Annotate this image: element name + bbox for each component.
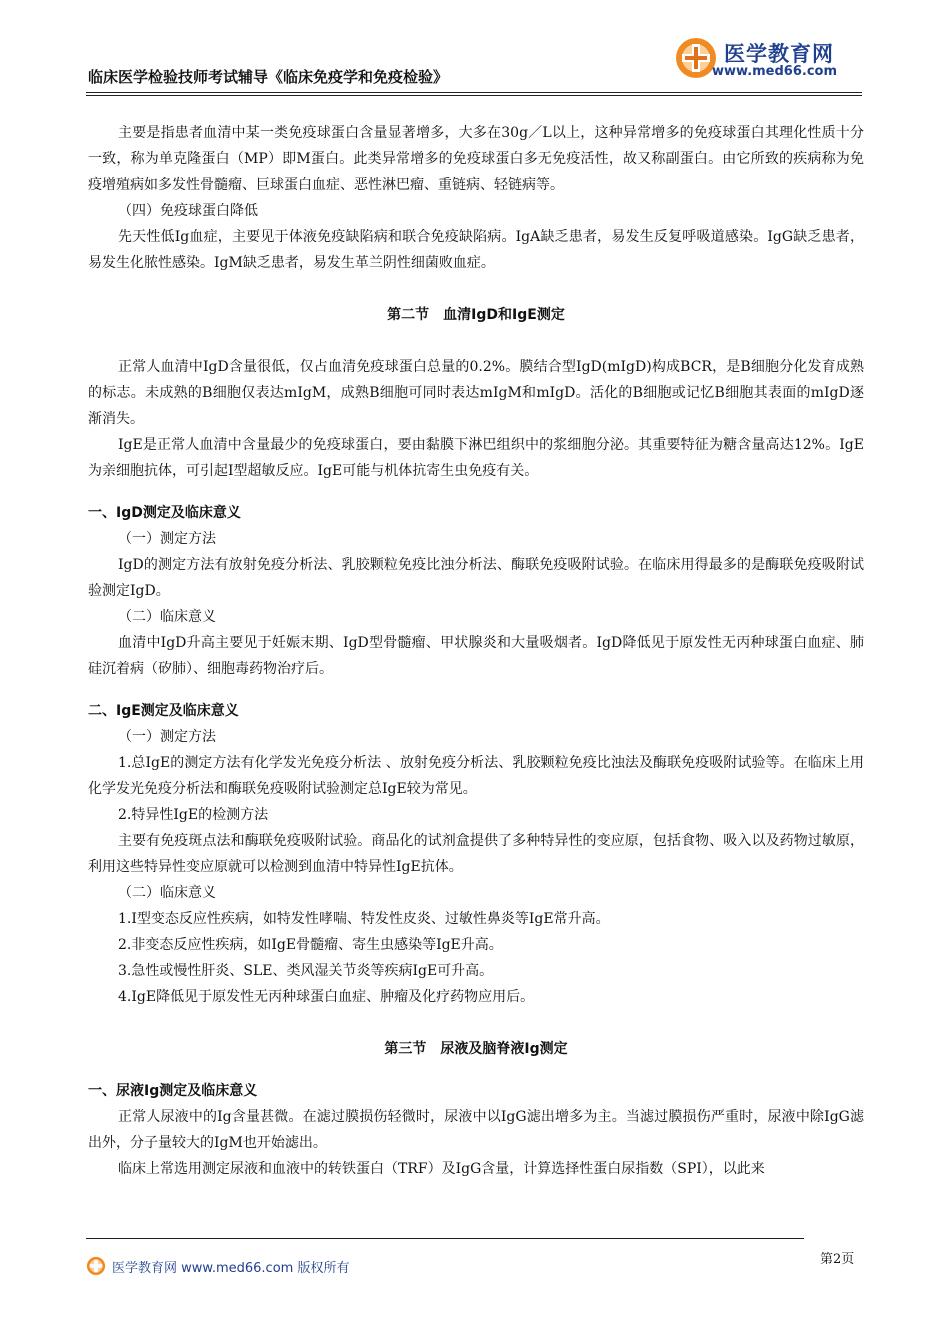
section-title: 第二节 血清IgD和IgE测定 bbox=[387, 307, 565, 323]
header-rule-top bbox=[86, 92, 862, 93]
subheading: （一）测定方法 bbox=[118, 531, 216, 547]
paragraph: IgE是正常人血清中含量最少的免疫球蛋白，要由黏膜下淋巴组织中的浆细胞分泌。其重要特征为糖含量高达12%。IgE为亲细胞抗体，可引起Ⅰ型超敏反应。IgE可能与机体抗寄生虫免疫有关。 bbox=[88, 437, 864, 479]
list-item: 1.Ⅰ型变态反应性疾病，如特发性哮喘、特发性皮炎、过敏性鼻炎等IgE常升高。 bbox=[118, 911, 610, 927]
paragraph: 主要有免疫斑点法和酶联免疫吸附试验。商品化的试剂盒提供了多种特异性的变应原，包括食物、吸入以及药物过敏原，利用这些特异性变应原就可以检测到血清中特异性IgE抗体。 bbox=[88, 833, 864, 875]
logo-name: 医学教育网 bbox=[724, 42, 834, 66]
paragraph: 主要是指患者血清中某一类免疫球蛋白含量显著增多，大多在30g／L以上，这种异常增多的免疫球蛋白其理化性质十分一致，称为单克隆蛋白（MP）即M蛋白。此类异常增多的免疫球蛋白多无免疫活性，故又称副蛋白。由它所致的疾病称为免疫增殖病如多发性骨髓瘤、巨球蛋白血症、恶性淋巴瘤、重链病、轻链病等。 bbox=[88, 125, 864, 193]
site-logo[interactable] bbox=[672, 34, 862, 86]
paragraph: 临床上常选用测定尿液和血液中的转铁蛋白（TRF）及IgG含量，计算选择性蛋白尿指数（SPI），以此来 bbox=[118, 1161, 765, 1177]
document-body bbox=[88, 120, 864, 1182]
paragraph: 2.特异性IgE的检测方法 bbox=[118, 807, 269, 823]
footer-brand[interactable] bbox=[86, 1254, 349, 1278]
footer-rule bbox=[86, 1238, 804, 1239]
heading-igd: 一、IgD测定及临床意义 bbox=[88, 505, 241, 521]
subheading: （二）临床意义 bbox=[118, 885, 216, 901]
paragraph: 1.总IgE的测定方法有化学发光免疫分析法 、放射免疫分析法、乳胶颗粒免疫比浊法及酶联免疫吸附试验等。在临床上用化学发光免疫分析法和酶联免疫吸附试验测定总IgE较为常见。 bbox=[88, 755, 864, 797]
list-item: 2.非变态反应性疾病，如IgE骨髓瘤、寄生虫感染等IgE升高。 bbox=[118, 937, 503, 953]
subheading: （二）临床意义 bbox=[118, 609, 216, 625]
paragraph: 血清中IgD升高主要见于妊娠末期、IgD型骨髓瘤、甲状腺炎和大量吸烟者。IgD降低见于原发性无丙种球蛋白血症、肺硅沉着病（矽肺）、细胞毒药物治疗后。 bbox=[88, 635, 864, 677]
page-number: 第2页 bbox=[820, 1252, 855, 1267]
header-rule-bottom bbox=[86, 95, 862, 96]
cross-circle-icon bbox=[86, 1256, 106, 1276]
paragraph: 先天性低Ig血症，主要见于体液免疫缺陷病和联合免疫缺陷病。IgA缺乏患者，易发生反复呼吸道感染。IgG缺乏患者，易发生化脓性感染。IgM缺乏患者，易发生革兰阴性细菌败血症。 bbox=[88, 229, 864, 271]
paragraph: IgD的测定方法有放射免疫分析法、乳胶颗粒免疫比浊分析法、酶联免疫吸附试验。在临床用得最多的是酶联免疫吸附试验测定IgD。 bbox=[88, 557, 864, 599]
subheading: （四）免疫球蛋白降低 bbox=[118, 203, 258, 219]
heading-urine: 一、尿液Ig测定及临床意义 bbox=[88, 1083, 258, 1099]
list-item: 3.急性或慢性肝炎、SLE、类风湿关节炎等疾病IgE可升高。 bbox=[118, 963, 494, 979]
subheading: （一）测定方法 bbox=[118, 729, 216, 745]
paragraph: 正常人血清中IgD含量很低，仅占血清免疫球蛋白总量的0.2%。膜结合型IgD(mIgD)构成BCR，是B细胞分化发育成熟的标志。未成熟的B细胞仅表达mIgM，成熟B细胞可同时表达mIgM和mIgD。活化的B细胞或记忆B细胞其表面的mIgD逐渐消失。 bbox=[88, 359, 864, 427]
heading-ige: 二、IgE测定及临床意义 bbox=[88, 703, 239, 719]
logo-url: www.med66.com bbox=[712, 64, 838, 79]
paragraph: 正常人尿液中的Ig含量甚微。在滤过膜损伤轻微时，尿液中以IgG滤出增多为主。当滤过膜损伤严重时，尿液中除IgG滤出外，分子量较大的IgM也开始滤出。 bbox=[88, 1109, 864, 1151]
document-header-title: 临床医学检验技师考试辅导《临床免疫学和免疫检验》 bbox=[88, 68, 449, 86]
footer-site-text: 医学教育网 www.med66.com 版权所有 bbox=[112, 1260, 350, 1276]
section-title: 第三节 尿液及脑脊液Ig测定 bbox=[384, 1041, 568, 1057]
list-item: 4.IgE降低见于原发性无丙种球蛋白血症、肿瘤及化疗药物应用后。 bbox=[118, 989, 535, 1005]
